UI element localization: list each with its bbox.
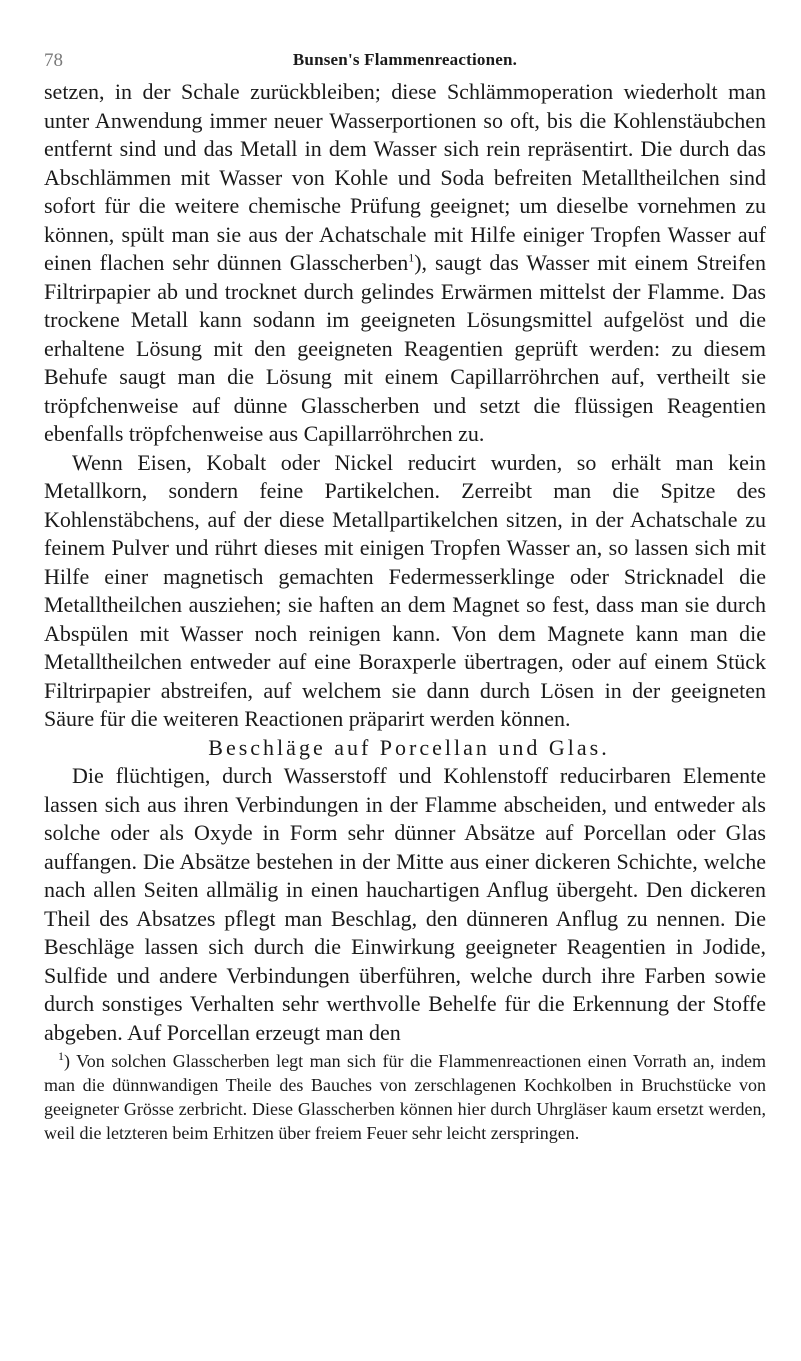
section-heading: Beschläge auf Porcellan und Glas. — [208, 734, 610, 760]
footnote-reference: 1 — [408, 250, 415, 265]
paragraph-2: Wenn Eisen, Kobalt oder Nickel reducirt wurden, so erhält man kein Metallkorn, sondern feine Partikelchen. Zerreibt man die Spitze des Kohlenstäbchens, auf der diese Metallpartikelchen sitzen, in der Achatschale zu feinem Pulver und rührt dieses mit einigen Tropfen Wasser an, so lassen sich mit Hilfe einer magnetisch gemachten Federmesserklinge oder Stricknadel die Metalltheilchen ausziehen; sie haften an dem Magnet so fest, dass man sie durch Abspülen mit Wasser noch reinigen kann. Von dem Magnete kann man die Metalltheilchen entweder auf eine Boraxperle übertragen, oder auf einem Stück Filtrirpapier abstreifen, auf welchem sie dann durch Lösen in der geeigneten Säure für die weiteren Reactionen präparirt werden können. — [44, 449, 766, 731]
book-page — [44, 50, 766, 1145]
paragraph-1-text: setzen, in der Schale zurückbleiben; diese Schlämmoperation wiederholt man unter Anwendung immer neuer Wasserportionen so oft, bis die Kohlenstäubchen entfernt sind und das Metall in dem Wasser sich rein repräsentirt. Die durch das Abschlämmen mit Wasser von Kohle und Soda befreiten Metalltheilchen sind sofort für die weitere chemische Prüfung geeignet; um dieselbe vornehmen zu können, spült man sie aus der Achatschale mit Hilfe einiger Tropfen Wasser auf einen flachen sehr dünnen Glasscherben — [44, 79, 766, 275]
footnote-text: ) Von solchen Glasscherben legt man sich für die Flammenreactionen einen Vorrath an, indem man die dünnwandigen Theile des Bauches von zerschlagenen Kochkolben in Bruchstücke von geeigneter Grösse zerbricht. Diese Glasscherben können hier durch Uhrgläser kaum ersetzt werden, weil die letzteren beim Erhitzen über freiem Feuer sehr leicht zerspringen. — [44, 1051, 766, 1143]
paragraph-1-continued: ), saugt das Wasser mit einem Streifen Filtrirpapier ab und trocknet durch gelindes Erwärmen mittelst der Flamme. Das trockene Metall kann sodann im geeigneten Lösungsmittel aufgelöst und die erhaltene Lösung mit den geeigneten Reagentien geprüft werden: zu diesem Behufe saugt man die Lösung mit einem Capillarröhrchen auf, vertheilt sie tröpfchenweise auf dünne Glasscherben und setzt die flüssigen Reagentien ebenfalls tröpfchenweise aus Capillarröhrchen zu. — [44, 250, 766, 446]
main-text — [44, 78, 766, 1047]
footnote — [44, 1049, 766, 1145]
paragraph-1 — [44, 78, 766, 449]
page-number: 78 — [44, 50, 63, 71]
page-header — [44, 50, 766, 76]
footnote-mark: 1 — [58, 1049, 64, 1063]
running-head: Bunsen's Flammenreactionen. — [292, 50, 518, 69]
paragraph-3: Die flüchtigen, durch Wasserstoff und Kohlenstoff reducirbaren Elemente lassen sich aus ihren Verbindungen in der Flamme abscheiden, und entweder als solche oder als Oxyde in Form sehr dünner Absätze auf Porcellan oder Glas auffangen. Die Absätze bestehen in der Mitte aus einer dickeren Schichte, welche nach allen Seiten allmälig in einen hauchartigen Anflug übergeht. Den dickeren Theil des Absatzes pflegt man Beschlag, den dünneren Anflug zu nennen. Die Beschläge lassen sich durch die Einwirkung geeigneter Reagentien in Jodide, Sulfide und andere Verbindungen überführen, welche durch ihre Farben sowie durch sonstiges Verhalten sehr werthvolle Behelfe für die Erkennung der Stoffe abgeben. Auf Porcellan erzeugt man den — [44, 763, 766, 1045]
